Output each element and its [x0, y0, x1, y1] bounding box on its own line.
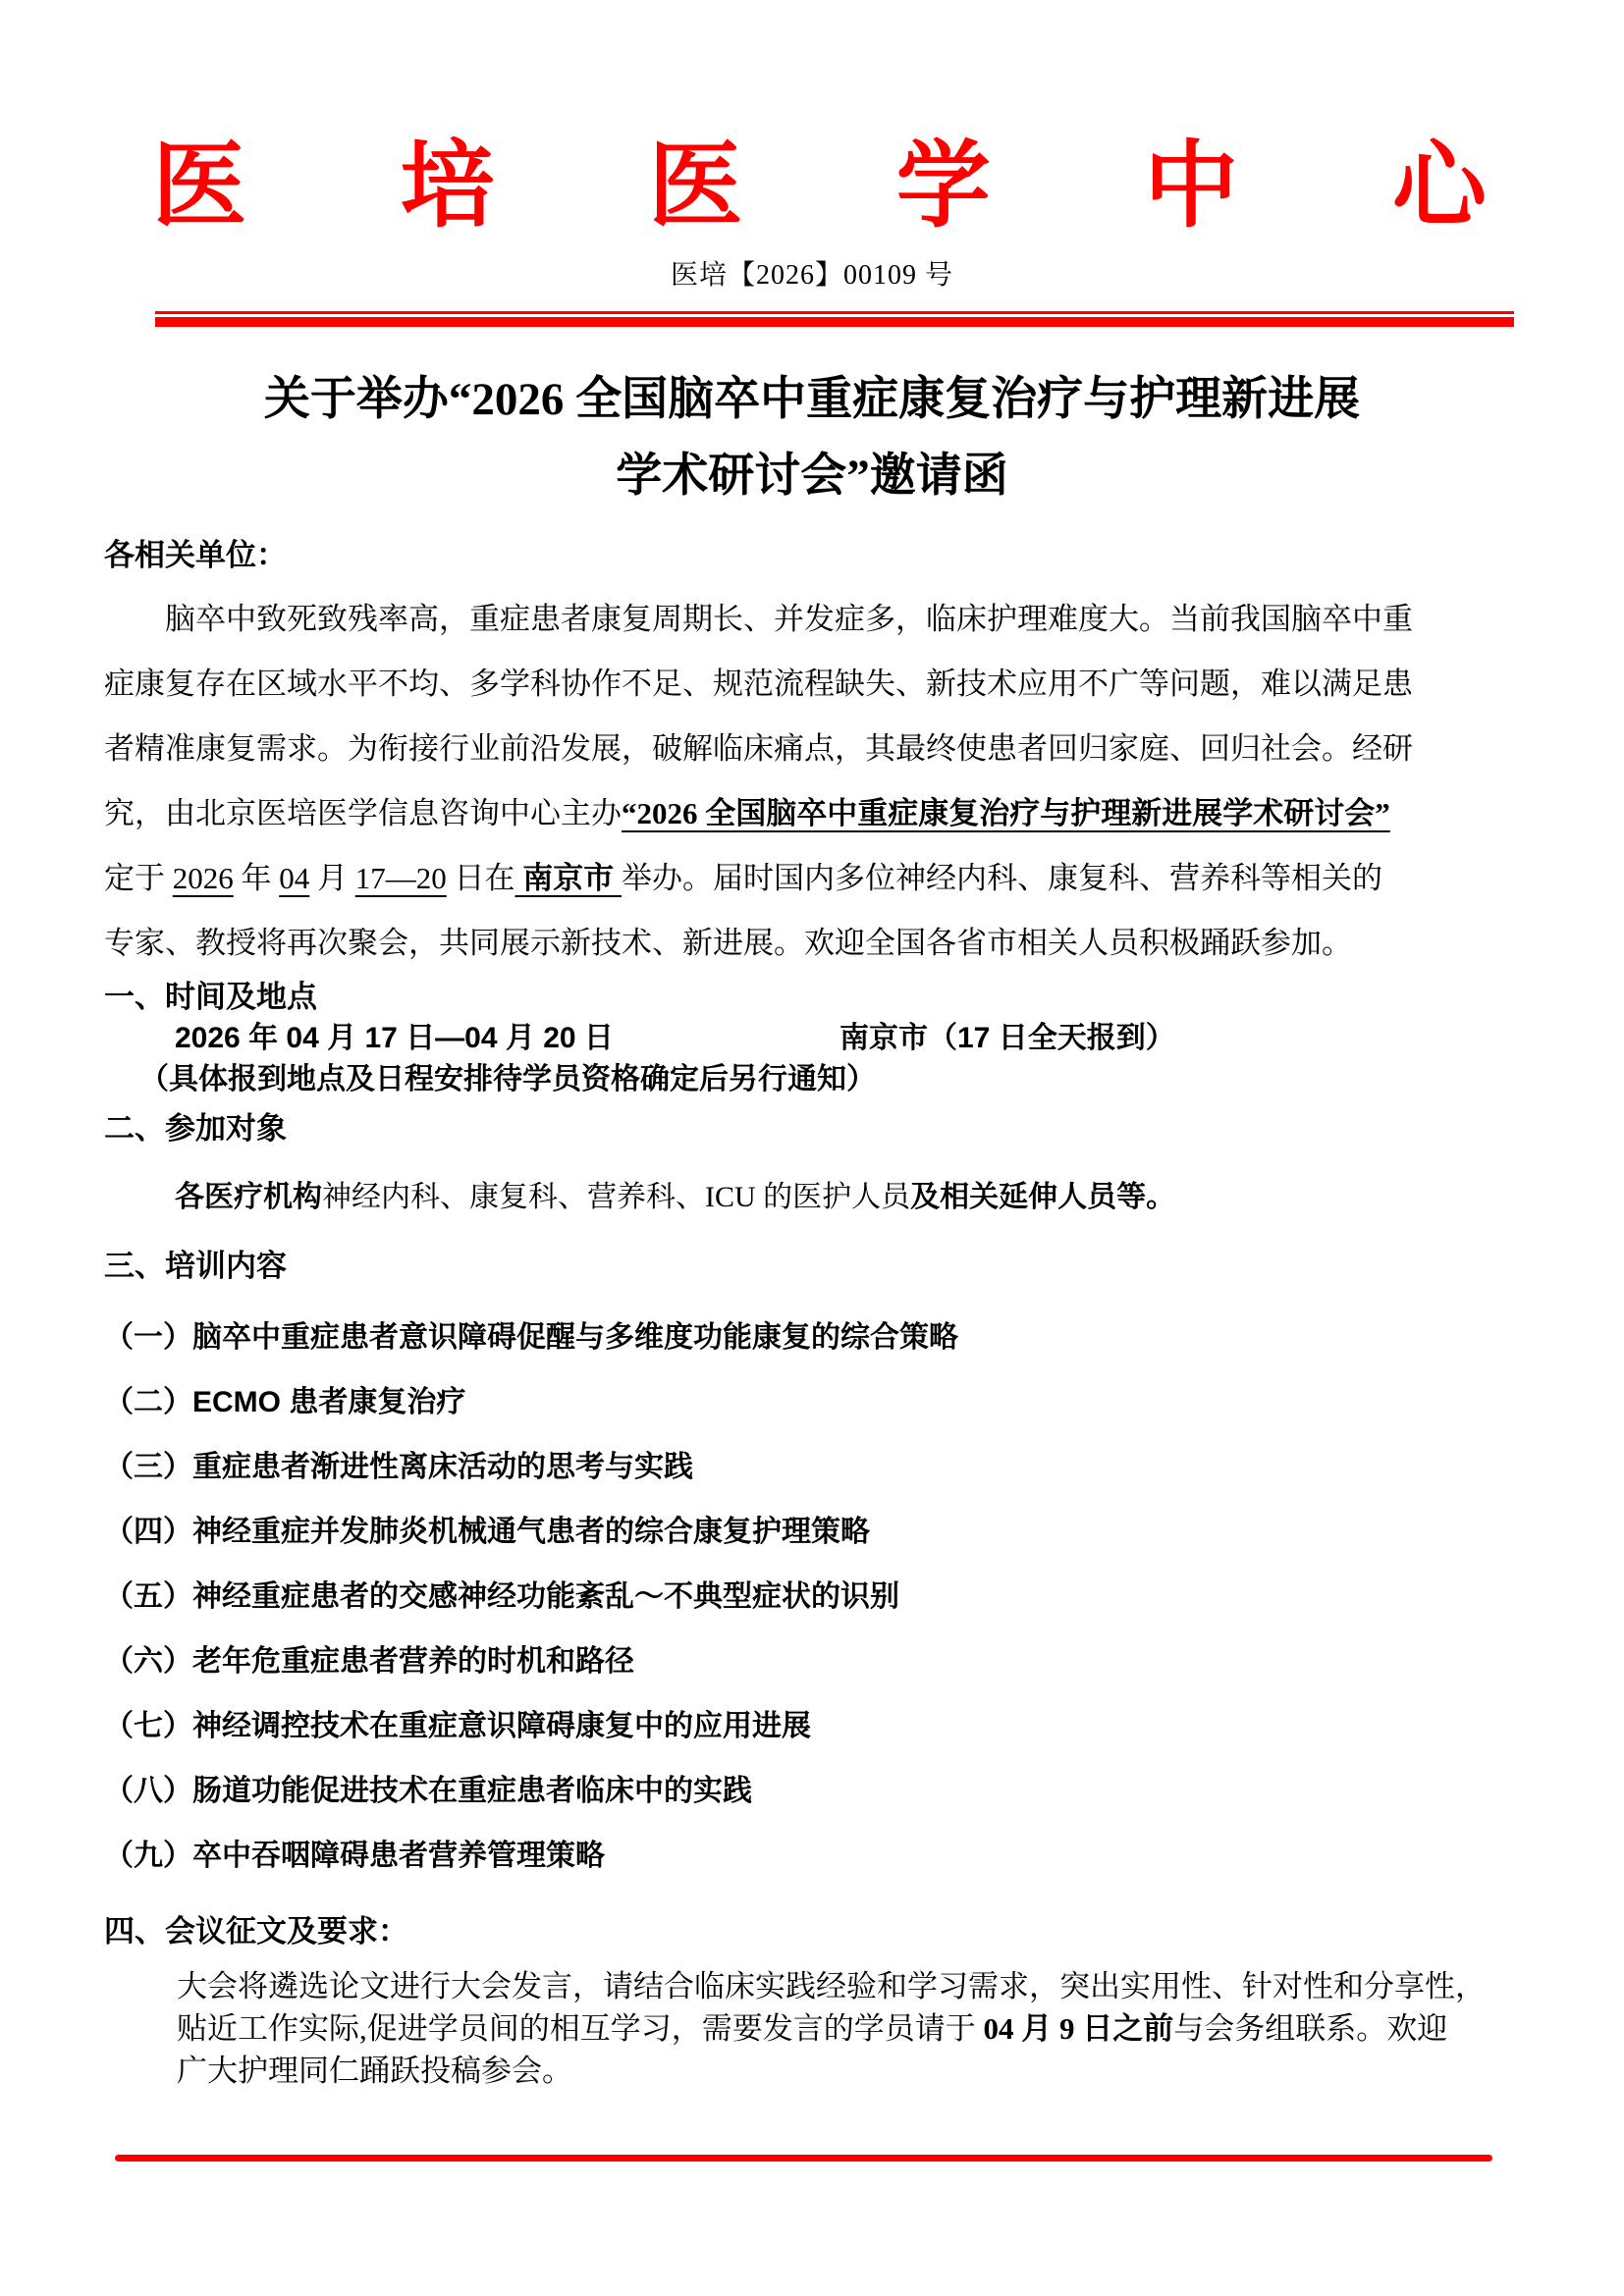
- org-name-char: 心: [1391, 133, 1487, 239]
- training-item: （九）卒中吞咽障碍患者营养管理策略: [104, 1840, 605, 1872]
- letter-title-line1: 关于举办“2026 全国脑卒中重症康复治疗与护理新进展: [263, 374, 1361, 425]
- org-name-char: 医: [152, 133, 246, 239]
- intro-line: 症康复存在区域水平不均、多学科协作不足、规范流程缺失、新技术应用不广等问题，难以满足患: [104, 667, 1413, 701]
- letter-title-line2: 学术研讨会”邀请函: [616, 451, 1008, 502]
- training-item: （一）脑卒中重症患者意识障碍促醒与多维度功能康复的综合策略: [104, 1321, 958, 1354]
- intro-paragraph: [104, 587, 1522, 976]
- submission-line: 大会将遴选论文进行大会发言，请结合临床实践经验和学习需求，突出实用性、针对性和分享性，: [177, 1969, 1486, 2003]
- training-item: （七）神经调控技术在重症意识障碍康复中的应用进展: [104, 1710, 811, 1742]
- intro-line: 专家、教授将再次聚会，共同展示新技术、新进展。欢迎全国各省市相关人员积极踊跃参加。: [104, 926, 1352, 960]
- org-name-char: 学: [895, 133, 991, 239]
- letter-title: [0, 361, 1624, 514]
- arrival-note: （具体报到地点及日程安排待学员资格确定后另行通知）: [139, 1063, 876, 1095]
- doc-number: 医培【2026】00109 号: [670, 260, 953, 291]
- training-content-list: [104, 1306, 1522, 1889]
- intro-line: 脑卒中致死致残率高，重症患者康复周期长、并发症多，临床护理难度大。当前我国脑卒中重: [165, 602, 1413, 636]
- training-item: （六）老年危重症患者营养的时机和路径: [104, 1645, 634, 1678]
- section-3-heading: 三、培训内容: [104, 1249, 287, 1283]
- section-1-heading: 一、时间及地点: [104, 980, 317, 1014]
- org-name-char: 医: [648, 133, 743, 239]
- red-divider-thick-rule: [155, 317, 1514, 327]
- bottom-divider: [115, 2155, 1492, 2162]
- training-item: （八）肠道功能促进技术在重症患者临床中的实践: [104, 1775, 752, 1807]
- section-2-heading: 二、参加对象: [104, 1111, 287, 1146]
- intro-line: 究，由北京医培医学信息咨询中心主办“2026 全国脑卒中重症康复治疗与护理新进展学术研讨会”: [104, 796, 1390, 830]
- training-item: （二）ECMO 患者康复治疗: [104, 1386, 466, 1418]
- event-location: 南京市（17 日全天报到）: [839, 1022, 1175, 1054]
- red-divider: [155, 311, 1514, 327]
- submission-line: 广大护理同仁踊跃投稿参会。: [177, 2054, 572, 2088]
- participants-line: 各医疗机构神经内科、康复科、营养科、ICU 的医护人员及相关延伸人员等。: [175, 1181, 1176, 1213]
- training-item: （五）神经重症患者的交感神经功能紊乱～不典型症状的识别: [104, 1580, 899, 1613]
- intro-line: 定于 2026 年 04 月 17—20 日在 南京市 举办。届时国内多位神经内科、康复科、营养科等相关的: [104, 861, 1382, 895]
- submission-paragraph: [177, 1965, 1521, 2092]
- salutation: 各相关单位：: [104, 538, 287, 572]
- training-item: （四）神经重症并发肺炎机械通气患者的综合康复护理策略: [104, 1516, 870, 1548]
- org-name-char: 培: [400, 133, 495, 239]
- training-item: （三）重症患者渐进性离床活动的思考与实践: [104, 1451, 693, 1483]
- event-date: 2026 年 04 月 17 日—04 月 20 日: [175, 1022, 614, 1054]
- section-4-heading: 四、会议征文及要求：: [104, 1914, 408, 1949]
- org-name-char: 中: [1144, 133, 1239, 239]
- org-name: [152, 133, 1487, 239]
- intro-line: 者精准康复需求。为衔接行业前沿发展，破解临床痛点，其最终使患者回归家庭、回归社会。经研: [104, 731, 1413, 766]
- submission-line: 贴近工作实际,促进学员间的相互学习，需要发言的学员请于 04 月 9 日之前与会务组联系。欢迎: [177, 2011, 1448, 2046]
